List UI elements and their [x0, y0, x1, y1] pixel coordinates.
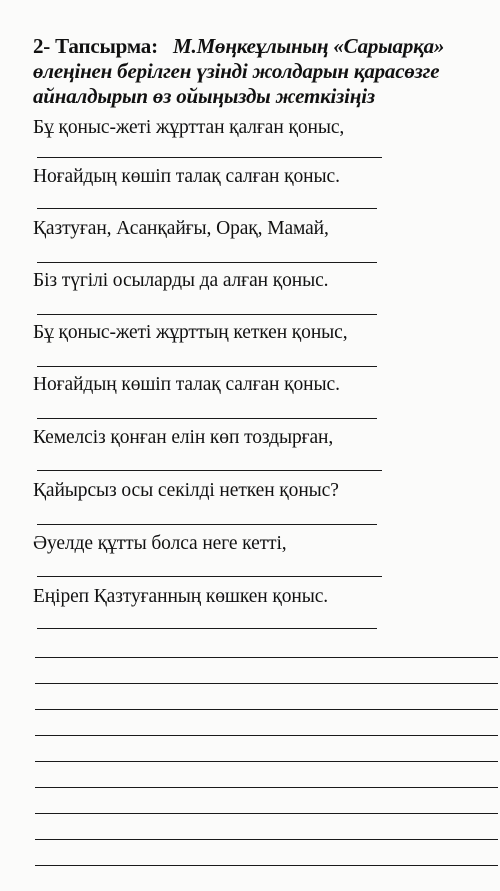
- answer-line[interactable]: [35, 657, 498, 658]
- answer-line[interactable]: [37, 314, 377, 315]
- task-header: [33, 34, 493, 109]
- task-number: 2- Тапсырма:: [33, 34, 158, 58]
- answer-line[interactable]: [37, 262, 377, 263]
- answer-line[interactable]: [35, 813, 498, 814]
- answer-line[interactable]: [37, 208, 377, 209]
- answer-line[interactable]: [37, 628, 377, 629]
- poem-line: Бұ қоныс-жеті жұрттан қалған қоныс,: [33, 117, 345, 138]
- answer-line[interactable]: [37, 418, 377, 419]
- answer-line[interactable]: [35, 761, 498, 762]
- answer-line[interactable]: [35, 683, 498, 684]
- answer-line[interactable]: [37, 576, 382, 577]
- answer-line[interactable]: [35, 787, 498, 788]
- poem-line: Қайырсыз осы секілді неткен қоныс?: [33, 480, 339, 501]
- answer-line[interactable]: [35, 735, 498, 736]
- answer-line[interactable]: [35, 865, 498, 866]
- poem-line: Еңіреп Қазтуғанның көшкен қоныс.: [33, 586, 329, 607]
- task-instruction: М.Мөңкеұлының «Сарыарқа» өлеңінен берілген үзінді жолдарын қарасөзге айналдырып өз ойыңызды жеткізіңіз: [33, 34, 445, 108]
- poem-line: Қазтуған, Асанқайғы, Орақ, Мамай,: [33, 218, 329, 239]
- poem-line: Біз түгілі осыларды да алған қоныс.: [33, 270, 329, 291]
- answer-line[interactable]: [35, 709, 498, 710]
- answer-line[interactable]: [37, 524, 377, 525]
- answer-line[interactable]: [37, 157, 382, 158]
- poem-line: Әуелде құтты болса неге кетті,: [33, 533, 287, 554]
- answer-line[interactable]: [37, 470, 382, 471]
- poem-line: Кемелсіз қонған елін көп тоздырған,: [33, 427, 334, 448]
- poem-line: Бұ қоныс-жеті жұрттың кеткен қоныс,: [33, 322, 348, 343]
- answer-line[interactable]: [35, 839, 498, 840]
- answer-line[interactable]: [37, 366, 377, 367]
- poem-line: Ноғайдың көшіп талақ салған қоныс.: [33, 166, 340, 187]
- poem-line: Ноғайдың көшіп талақ салған қоныс.: [33, 374, 340, 395]
